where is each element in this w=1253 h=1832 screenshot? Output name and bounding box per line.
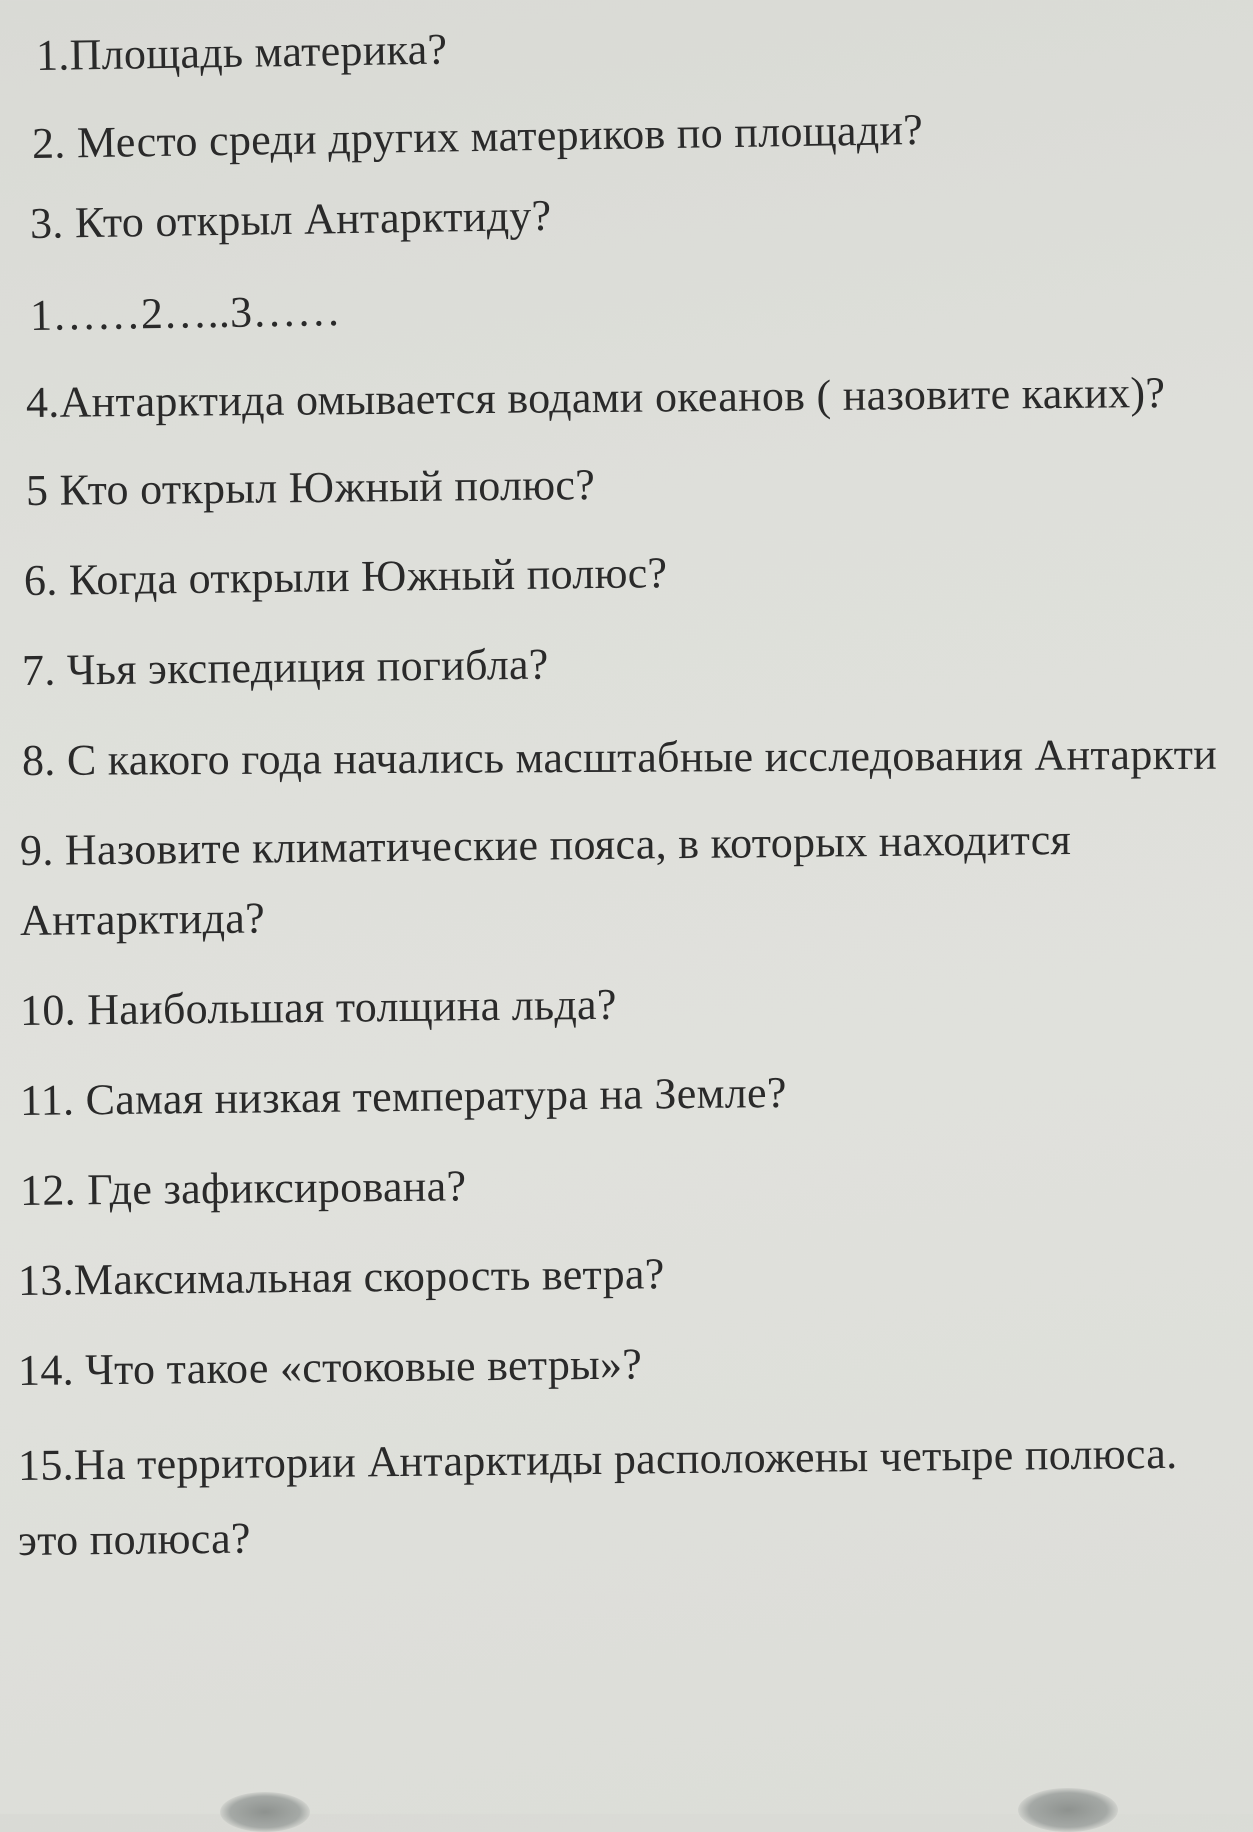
question-3: 3. Кто открыл Антарктиду?	[29, 190, 552, 248]
question-5: 5 Кто открыл Южный полюс?	[25, 460, 596, 515]
question-1: 1.Площадь материка?	[35, 24, 448, 80]
question-12: 12. Где зафиксирована?	[19, 1161, 467, 1215]
question-11: 11. Самая низкая температура на Земле?	[19, 1067, 787, 1125]
question-2: 2. Место среди других материков по площади?	[31, 105, 924, 168]
question-15-line-2: это полюса?	[17, 1513, 252, 1565]
question-10: 10. Наибольшая толщина льда?	[19, 979, 617, 1035]
question-14: 14. Что такое «стоковые ветры»?	[17, 1339, 643, 1395]
punch-hole-right	[1018, 1788, 1118, 1832]
question-7: 7. Чья экспедиция погибла?	[21, 639, 549, 695]
question-15-line-1: 15.На территории Антарктиды расположены четыре полюса.	[17, 1428, 1178, 1490]
question-4: 4.Антарктида омывается водами океанов ( назовите каких)?	[25, 368, 1166, 427]
question-9-line-1: 9. Назовите климатические пояса, в которых находится	[19, 814, 1072, 875]
punch-hole-left	[220, 1792, 310, 1832]
question-8: 8. С какого года начались масштабные исследования Антаркти	[21, 729, 1218, 785]
question-9-line-2: Антарктида?	[19, 893, 266, 945]
question-13: 13.Максимальная скорость ветра?	[17, 1249, 665, 1305]
question-6: 6. Когда открыли Южный полюс?	[23, 548, 668, 605]
question-3-answer-blanks: 1……2…..3……	[29, 286, 342, 340]
